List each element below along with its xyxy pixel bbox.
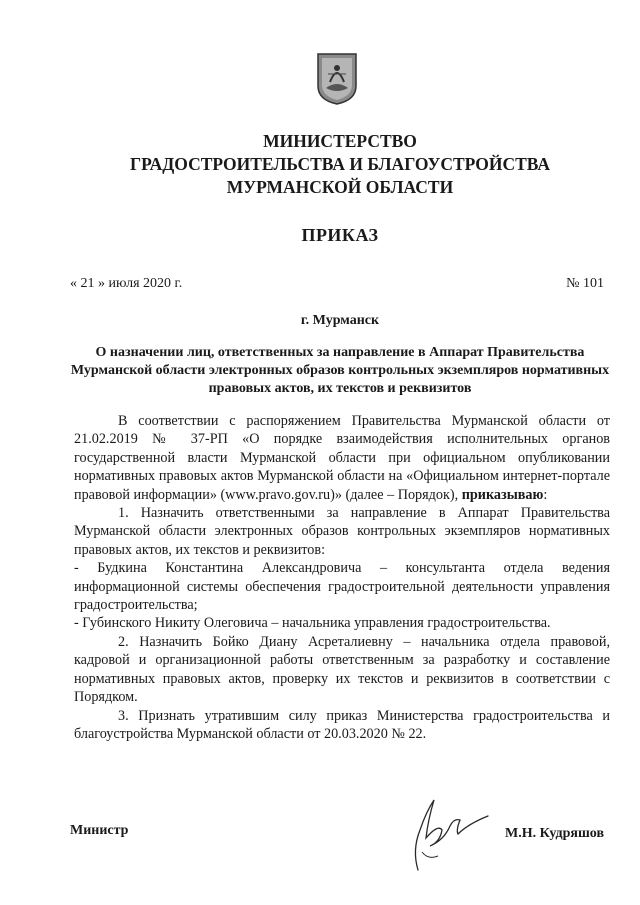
order-date: « 21 » июля 2020 г. [70,276,183,291]
city: г. Мурманск [300,313,380,328]
item-2: 2. Назначить Бойко Диану Асреталиевну – начальника отдела правовой, кадровой и организационной работы ответственным за разработку и составление нормативных правовых актов, проверку их текстов и реквизитов в соответствии с Порядком. [74,633,610,706]
handwritten-signature [398,790,490,874]
preamble-paragraph [74,412,610,504]
signatory-name: М.Н. Кудряшов [505,826,604,841]
preamble-decree-word: приказываю [461,486,544,503]
preamble-text: В соответствии с распоряжением Правительства Мурманской области от 21.02.2019 № 37-РП «О порядке взаимодействия исполнительных органов государственной власти Мурманской области при официальном опубликовании нормативных правовых актов Мурманской области на «Официальном интернет-портале правовой информации» (www.pravo.gov.ru)» (далее – Порядок), [74,413,610,503]
ministry-line-3: МУРМАНСКОЙ ОБЛАСТИ [226,177,454,197]
ministry-line-1: МИНИСТЕРСТВО [263,131,417,151]
order-body [74,412,610,743]
order-number: № 101 [566,276,604,291]
order-title: ПРИКАЗ [301,225,379,245]
item-3: 3. Признать утратившим силу приказ Министерства градостроительства и благоустройства Мурманской области от 20.03.2020 № 22. [74,707,610,742]
preamble-colon: : [543,486,548,503]
order-subject: О назначении лиц, ответственных за направление в Аппарат Правительства Мурманской области электронных образов контрольных экземпляров нормативных правовых актов, их текстов и реквизитов [70,345,610,396]
item-1-a: - Будкина Константина Александровича – консультанта отдела ведения информационной системы обеспечения градостроительной деятельности управления градостроительства; [74,560,610,614]
item-1: 1. Назначить ответственными за направление в Аппарат Правительства Мурманской области электронных образов контрольных экземпляров нормативных правовых актов, их текстов и реквизитов: [74,505,610,558]
item-1-b: - Губинского Никиту Олеговича – начальника управления градостроительства. [74,615,551,632]
ministry-header [60,130,620,199]
coat-of-arms-emblem [316,52,358,106]
signatory-position: Министр [70,823,129,838]
ministry-line-2: ГРАДОСТРОИТЕЛЬСТВА И БЛАГОУСТРОЙСТВА [130,154,550,174]
